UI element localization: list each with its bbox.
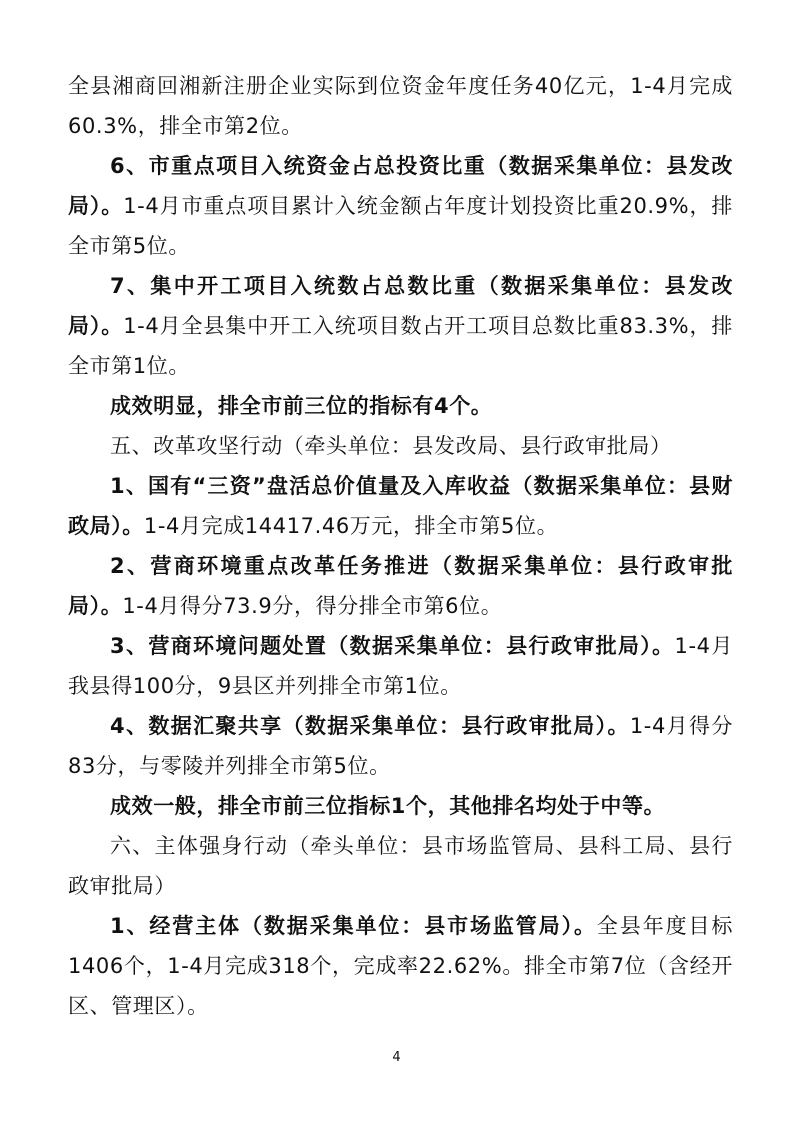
paragraph-item-6-1 (68, 906, 733, 1026)
paragraph-heading: 1、国有“三资”盘活总价值量及入库收益（数据采集单位：县财政局）。 (68, 474, 733, 538)
section-heading-5 (68, 426, 733, 466)
section-heading-text: 六、主体强身行动（牵头单位：县市场监管局、县科工局、县行政审批局） (68, 834, 733, 898)
paragraph-heading: 1、经营主体（数据采集单位：县市场监管局）。 (110, 914, 597, 938)
paragraph-heading: 2、营商环境重点改革任务推进（数据采集单位：县行政审批局）。 (68, 554, 733, 618)
paragraph-text: 全县湘商回湘新注册企业实际到位资金年度任务40亿元，1-4月完成60.3%，排全市第2位。 (68, 74, 733, 138)
paragraph-item-6 (68, 146, 733, 266)
paragraph-text: 1-4月市重点项目累计入统金额占年度计划投资比重20.9%，排全市第5位。 (68, 194, 733, 258)
page-number: 4 (392, 1050, 401, 1065)
paragraph-text: 1-4月完成14417.46万元，排全市第5位。 (143, 514, 559, 538)
paragraph-text: 全县年度目标1406个，1-4月完成318个，完成率22.62%。排全市第7位（含经开区、管理区）。 (68, 914, 734, 1018)
paragraph-summary-1 (68, 386, 733, 426)
paragraph-item-5-4 (68, 706, 733, 786)
summary-text: 成效明显，排全市前三位的指标有4个。 (110, 394, 493, 418)
paragraph-heading: 4、数据汇聚共享（数据采集单位：县行政审批局）。 (110, 714, 630, 738)
paragraph-item-5-3 (68, 626, 733, 706)
paragraph-heading: 6、市重点项目入统资金占总投资比重（数据采集单位：县发改局）。 (68, 154, 733, 218)
section-heading-6 (68, 826, 733, 906)
paragraph-text: 1-4月得分83分，与零陵并列排全市第5位。 (68, 714, 733, 778)
paragraph-text: 1-4月我县得100分，9县区并列排全市第1位。 (68, 634, 733, 698)
paragraph-item-5-1 (68, 466, 733, 546)
section-heading-text: 五、改革攻坚行动（牵头单位：县发改局、县行政审批局） (110, 434, 672, 458)
paragraph-text: 1-4月得分73.9分，得分排全市第6位。 (122, 594, 503, 618)
paragraph-summary-2 (68, 786, 733, 826)
paragraph-heading: 7、集中开工项目入统数占总数比重（数据采集单位：县发改局）。 (68, 274, 733, 338)
paragraph-text: 1-4月全县集中开工入统项目数占开工项目总数比重83.3%，排全市第1位。 (68, 314, 733, 378)
paragraph-item-5-2 (68, 546, 733, 626)
paragraph-item-7 (68, 266, 733, 386)
paragraph-heading: 3、营商环境问题处置（数据采集单位：县行政审批局）。 (110, 634, 675, 658)
summary-text: 成效一般，排全市前三位指标1个，其他排名均处于中等。 (110, 794, 666, 818)
paragraph-investment-funds (68, 66, 733, 146)
